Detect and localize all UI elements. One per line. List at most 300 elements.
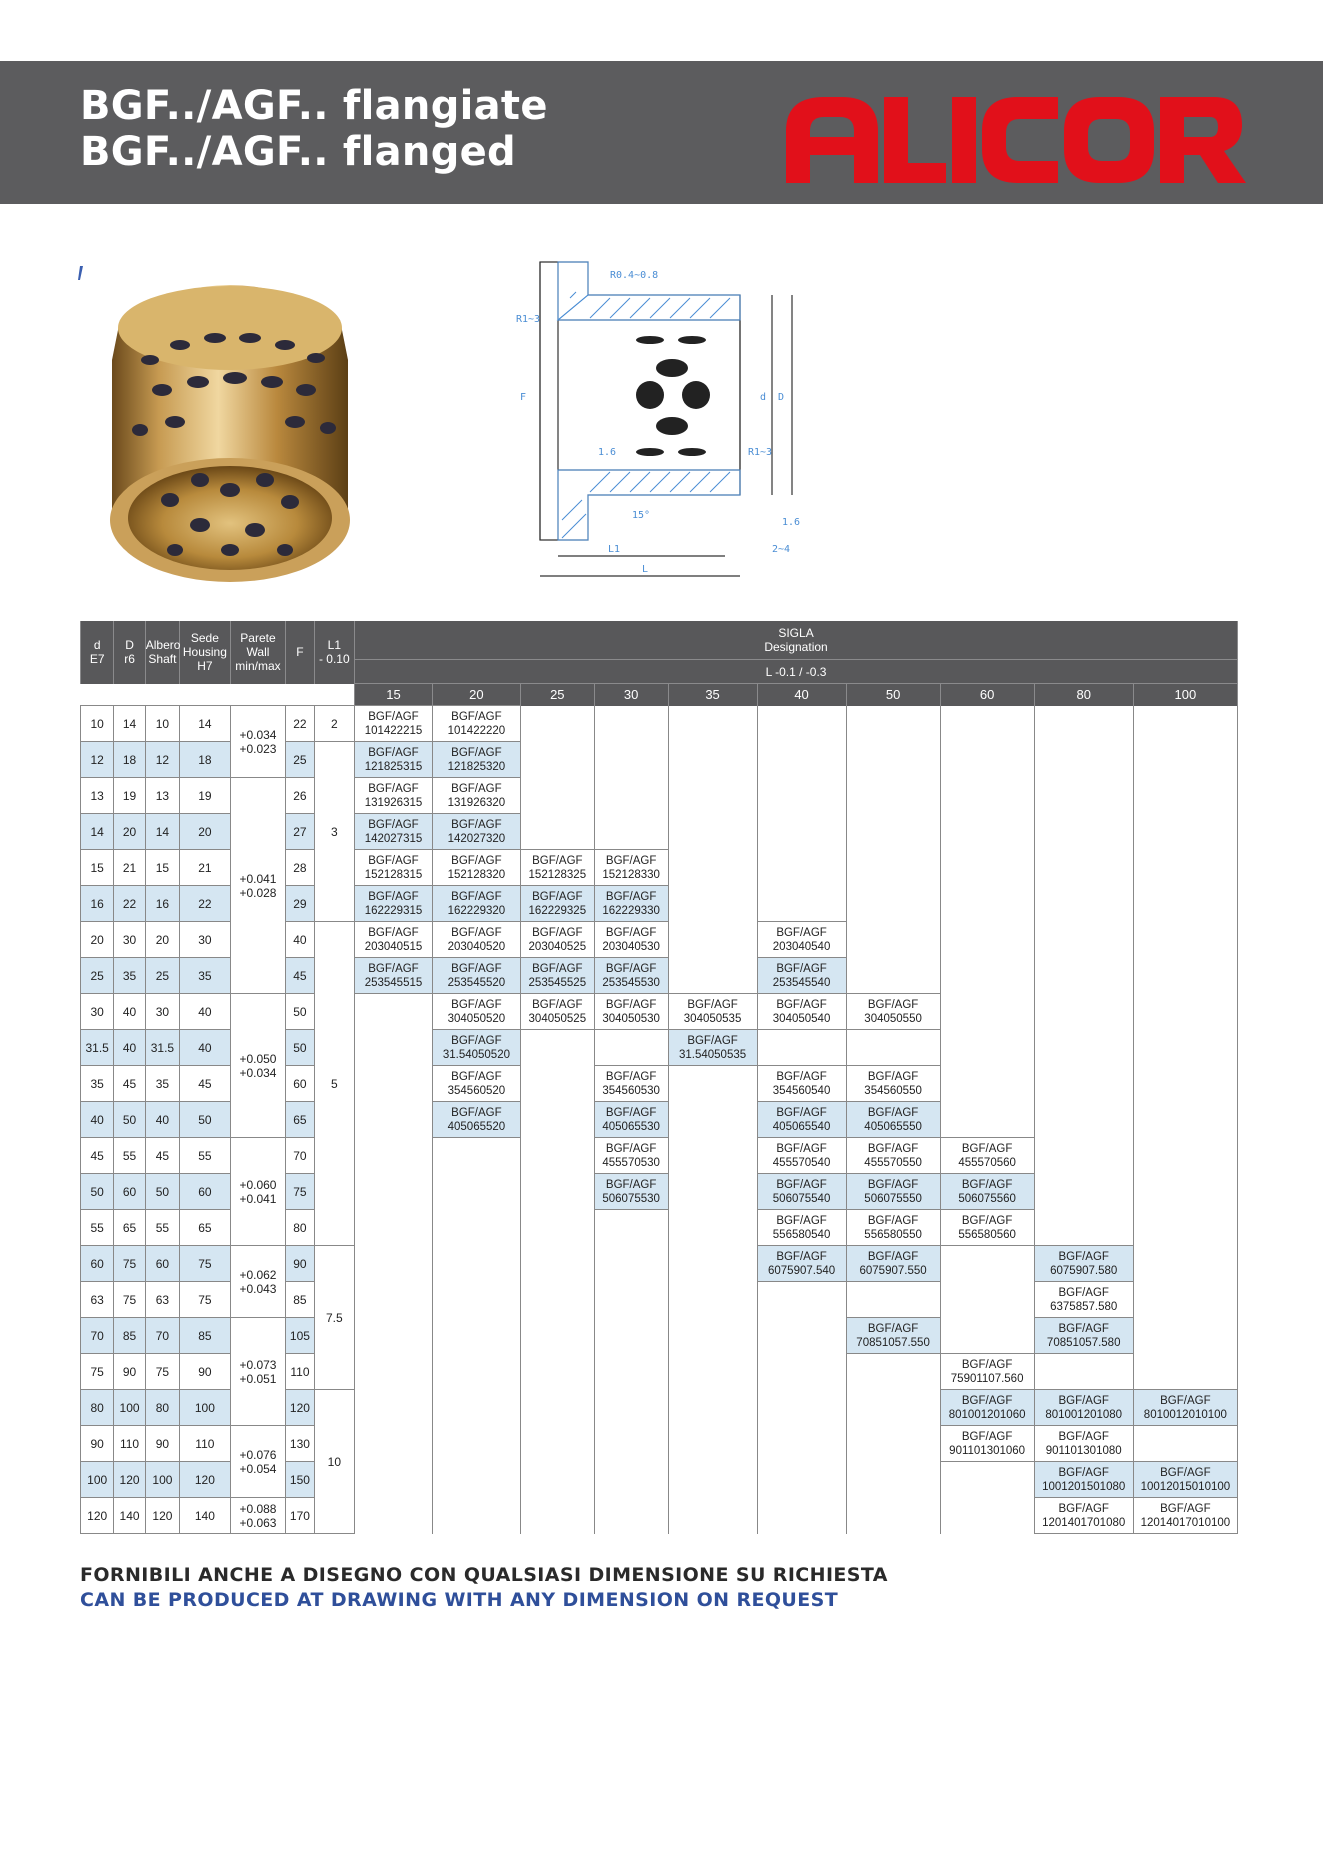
empty-cell	[594, 1354, 668, 1390]
table-cell: 75	[114, 1282, 145, 1318]
designation-code: BGF/AGF 6075907.540	[757, 1246, 846, 1282]
empty-cell	[432, 1210, 520, 1246]
empty-cell	[757, 706, 846, 742]
empty-cell	[1133, 778, 1237, 814]
designation-code: BGF/AGF 506075540	[757, 1174, 846, 1210]
col-d: d E7	[81, 621, 114, 684]
table-cell: 63	[81, 1282, 114, 1318]
empty-cell	[1133, 850, 1237, 886]
svg-text:L1: L1	[608, 544, 621, 555]
empty-cell	[1133, 1138, 1237, 1174]
empty-cell	[520, 1102, 594, 1138]
empty-cell	[1034, 922, 1133, 958]
table-cell: 40	[114, 994, 145, 1030]
table-cell: 55	[114, 1138, 145, 1174]
svg-text:R1~3: R1~3	[516, 314, 541, 325]
table-row	[81, 994, 1238, 1030]
table-cell: 22	[286, 706, 314, 742]
length-tolerance: L -0.1 / -0.3	[355, 660, 1238, 684]
designation-code: BGF/AGF 10012015010100	[1133, 1462, 1237, 1498]
table-cell: 35	[114, 958, 145, 994]
table-cell: 90	[114, 1354, 145, 1390]
empty-cell	[668, 1390, 757, 1426]
empty-cell	[355, 1462, 433, 1498]
empty-cell	[355, 1210, 433, 1246]
empty-cell	[1133, 958, 1237, 994]
table-cell: 130	[286, 1426, 314, 1462]
table-cell: 75	[145, 1354, 179, 1390]
empty-cell	[668, 1174, 757, 1210]
empty-cell	[520, 1462, 594, 1498]
empty-cell	[594, 814, 668, 850]
table-cell: 90	[286, 1246, 314, 1282]
table-cell: 50	[180, 1102, 231, 1138]
empty-cell	[520, 1066, 594, 1102]
empty-cell	[432, 1354, 520, 1390]
table-cell: 18	[114, 742, 145, 778]
table-cell: 45	[81, 1138, 114, 1174]
empty-cell	[940, 1318, 1034, 1354]
table-cell: 50	[81, 1174, 114, 1210]
table-cell: 85	[286, 1282, 314, 1318]
empty-cell	[940, 1030, 1034, 1066]
empty-cell	[594, 1462, 668, 1498]
length-header: 60	[940, 684, 1034, 706]
empty-cell	[940, 958, 1034, 994]
table-cell: 100	[114, 1390, 145, 1426]
empty-cell	[757, 850, 846, 886]
designation-code: BGF/AGF 253545540	[757, 958, 846, 994]
empty-cell	[520, 1390, 594, 1426]
empty-cell	[940, 886, 1034, 922]
empty-cell	[1133, 1102, 1237, 1138]
empty-cell	[757, 778, 846, 814]
empty-cell	[846, 922, 940, 958]
table-row	[81, 1138, 1238, 1174]
table-cell: 100	[81, 1462, 114, 1498]
table-cell: 30	[81, 994, 114, 1030]
table-cell: 22	[180, 886, 231, 922]
table-cell: 60	[286, 1066, 314, 1102]
empty-cell	[846, 886, 940, 922]
table-cell: 110	[180, 1426, 231, 1462]
svg-text:D: D	[778, 392, 785, 403]
table-cell: 55	[145, 1210, 179, 1246]
designation-code: BGF/AGF 455570530	[594, 1138, 668, 1174]
col-wall: Parete Wall min/max	[230, 621, 286, 684]
col-shaft: Albero Shaft	[145, 621, 179, 684]
table-cell: 25	[81, 958, 114, 994]
empty-cell	[668, 958, 757, 994]
col-F: F	[286, 621, 314, 684]
table-cell: 21	[180, 850, 231, 886]
table-cell: 63	[145, 1282, 179, 1318]
svg-text:d: d	[760, 392, 767, 403]
empty-cell	[1034, 1030, 1133, 1066]
empty-cell	[594, 1282, 668, 1318]
empty-cell	[940, 742, 1034, 778]
empty-cell	[668, 1210, 757, 1246]
empty-cell	[594, 1030, 668, 1066]
table-cell: 12	[145, 742, 179, 778]
empty-cell	[1133, 1354, 1237, 1390]
empty-cell	[432, 1426, 520, 1462]
designation-code: BGF/AGF 142027315	[355, 814, 433, 850]
empty-cell	[520, 1318, 594, 1354]
table-cell: 30	[180, 922, 231, 958]
length-header: 20	[432, 684, 520, 706]
empty-cell	[940, 1246, 1034, 1282]
table-cell: 80	[81, 1390, 114, 1426]
empty-cell	[668, 1102, 757, 1138]
designation-code: BGF/AGF 152128315	[355, 850, 433, 886]
empty-cell	[846, 1498, 940, 1534]
designation-code: BGF/AGF 405065520	[432, 1102, 520, 1138]
table-cell: 75	[286, 1174, 314, 1210]
table-cell: 170	[286, 1498, 314, 1534]
designation-code: BGF/AGF 354560530	[594, 1066, 668, 1102]
designation-code: BGF/AGF 203040530	[594, 922, 668, 958]
table-cell: 45	[286, 958, 314, 994]
l1-value: 5	[314, 922, 354, 1246]
table-cell: 40	[145, 1102, 179, 1138]
empty-cell	[355, 1426, 433, 1462]
svg-text:R0.4~0.8: R0.4~0.8	[610, 270, 659, 281]
length-header: 35	[668, 684, 757, 706]
empty-cell	[846, 1354, 940, 1390]
designation-code: BGF/AGF 70851057.580	[1034, 1318, 1133, 1354]
table-cell: 65	[180, 1210, 231, 1246]
technical-drawing	[510, 250, 830, 590]
table-cell: 50	[145, 1174, 179, 1210]
designation-code: BGF/AGF 152128325	[520, 850, 594, 886]
svg-text:1.6: 1.6	[598, 447, 617, 458]
table-cell: 20	[81, 922, 114, 958]
table-cell: 40	[286, 922, 314, 958]
empty-cell	[846, 1282, 940, 1318]
table-cell: 20	[180, 814, 231, 850]
empty-cell	[355, 1066, 433, 1102]
wall-tolerance: +0.073 +0.051	[230, 1318, 286, 1426]
empty-cell	[757, 1462, 846, 1498]
designation-code: BGF/AGF 6075907.550	[846, 1246, 940, 1282]
empty-cell	[668, 1282, 757, 1318]
empty-cell	[594, 742, 668, 778]
svg-text:R1~3: R1~3	[748, 447, 773, 458]
bushing-photo	[80, 250, 380, 595]
table-row	[81, 1318, 1238, 1354]
footer-english: CAN BE PRODUCED AT DRAWING WITH ANY DIMENSION ON REQUEST	[80, 1589, 839, 1611]
table-cell: 21	[114, 850, 145, 886]
designation-code: BGF/AGF 506075560	[940, 1174, 1034, 1210]
wall-tolerance: +0.062 +0.043	[230, 1246, 286, 1318]
empty-cell	[846, 814, 940, 850]
designation-code: BGF/AGF 12014017010100	[1133, 1498, 1237, 1534]
table-cell: 60	[81, 1246, 114, 1282]
empty-cell	[846, 706, 940, 742]
table-cell: 120	[145, 1498, 179, 1534]
table-row	[81, 778, 1238, 814]
table-cell: 20	[114, 814, 145, 850]
empty-cell	[1133, 1030, 1237, 1066]
table-cell: 14	[180, 706, 231, 742]
table-cell: 45	[145, 1138, 179, 1174]
wall-tolerance: +0.060 +0.041	[230, 1138, 286, 1246]
designation-code: BGF/AGF 1001201501080	[1034, 1462, 1133, 1498]
wall-tolerance: +0.041 +0.028	[230, 778, 286, 994]
table-cell: 25	[286, 742, 314, 778]
table-cell: 120	[81, 1498, 114, 1534]
svg-text:1.6: 1.6	[782, 517, 801, 528]
table-cell: 35	[180, 958, 231, 994]
table-cell: 45	[180, 1066, 231, 1102]
empty-cell	[668, 1462, 757, 1498]
designation-code: BGF/AGF 801001201080	[1034, 1390, 1133, 1426]
table-cell: 50	[114, 1102, 145, 1138]
empty-cell	[757, 1390, 846, 1426]
empty-cell	[846, 958, 940, 994]
empty-cell	[1034, 778, 1133, 814]
table-row	[81, 1426, 1238, 1462]
table-cell: 80	[145, 1390, 179, 1426]
designation-code: BGF/AGF 203040515	[355, 922, 433, 958]
length-header: 25	[520, 684, 594, 706]
table-cell: 60	[145, 1246, 179, 1282]
empty-cell	[594, 1318, 668, 1354]
empty-cell	[520, 778, 594, 814]
table-cell: 35	[145, 1066, 179, 1102]
table-cell: 60	[114, 1174, 145, 1210]
empty-cell	[594, 1498, 668, 1534]
empty-cell	[355, 1498, 433, 1534]
empty-cell	[668, 778, 757, 814]
table-cell: 14	[145, 814, 179, 850]
empty-cell	[355, 1246, 433, 1282]
designation-code: BGF/AGF 203040520	[432, 922, 520, 958]
table-cell: 110	[114, 1426, 145, 1462]
designation-code: BGF/AGF 152128320	[432, 850, 520, 886]
empty-cell	[594, 1390, 668, 1426]
title-italian: BGF../AGF.. flangiate	[80, 83, 548, 129]
table-cell: 29	[286, 886, 314, 922]
empty-cell	[757, 1318, 846, 1354]
designation-code: BGF/AGF 162229330	[594, 886, 668, 922]
table-cell: 110	[286, 1354, 314, 1390]
wall-tolerance: +0.050 +0.034	[230, 994, 286, 1138]
col-L1: L1 - 0.10	[314, 621, 354, 684]
alicorn-logo	[786, 93, 1262, 183]
table-cell: 70	[145, 1318, 179, 1354]
empty-cell	[846, 1390, 940, 1426]
table-cell: 85	[114, 1318, 145, 1354]
table-cell: 55	[81, 1210, 114, 1246]
designation-code: BGF/AGF 304050550	[846, 994, 940, 1030]
table-cell: 40	[180, 1030, 231, 1066]
designation-code: BGF/AGF 31.54050535	[668, 1030, 757, 1066]
table-cell: 20	[145, 922, 179, 958]
empty-cell	[355, 994, 433, 1030]
table-cell: 75	[180, 1282, 231, 1318]
table-cell: 22	[114, 886, 145, 922]
designation-code: BGF/AGF 901101301060	[940, 1426, 1034, 1462]
empty-cell	[668, 1138, 757, 1174]
header-banner	[0, 61, 1323, 204]
designation-code: BGF/AGF 455570560	[940, 1138, 1034, 1174]
empty-cell	[940, 1102, 1034, 1138]
length-header: 15	[355, 684, 433, 706]
empty-cell	[940, 994, 1034, 1030]
empty-cell	[1034, 1174, 1133, 1210]
length-header: 100	[1133, 684, 1237, 706]
designation-code: BGF/AGF 162229325	[520, 886, 594, 922]
empty-cell	[520, 1354, 594, 1390]
designation-code: BGF/AGF 131926320	[432, 778, 520, 814]
designation-code: BGF/AGF 253545525	[520, 958, 594, 994]
table-cell: 85	[180, 1318, 231, 1354]
svg-text:L: L	[642, 564, 649, 575]
empty-cell	[846, 1426, 940, 1462]
empty-cell	[668, 706, 757, 742]
table-cell: 75	[114, 1246, 145, 1282]
table-cell: 45	[114, 1066, 145, 1102]
designation-code: BGF/AGF 801001201060	[940, 1390, 1034, 1426]
empty-cell	[940, 922, 1034, 958]
table-cell: 30	[145, 994, 179, 1030]
designation-code: BGF/AGF 304050520	[432, 994, 520, 1030]
length-header: 50	[846, 684, 940, 706]
table-cell: 70	[286, 1138, 314, 1174]
designation-code: BGF/AGF 203040540	[757, 922, 846, 958]
table-cell: 40	[81, 1102, 114, 1138]
empty-cell	[1133, 1282, 1237, 1318]
designation-code: BGF/AGF 8010012010100	[1133, 1390, 1237, 1426]
l1-value: 2	[314, 706, 354, 742]
empty-cell	[846, 1462, 940, 1498]
empty-cell	[1133, 886, 1237, 922]
table-cell: 25	[145, 958, 179, 994]
table-cell: 90	[81, 1426, 114, 1462]
empty-cell	[1034, 886, 1133, 922]
empty-cell	[1133, 1066, 1237, 1102]
empty-cell	[594, 778, 668, 814]
empty-cell	[757, 886, 846, 922]
designation-code: BGF/AGF 253545530	[594, 958, 668, 994]
table-cell: 15	[145, 850, 179, 886]
footer-italian: FORNIBILI ANCHE A DISEGNO CON QUALSIASI DIMENSIONE SU RICHIESTA	[80, 1564, 888, 1586]
designation-code: BGF/AGF 70851057.550	[846, 1318, 940, 1354]
table-cell: 55	[180, 1138, 231, 1174]
designation-code: BGF/AGF 455570550	[846, 1138, 940, 1174]
table-cell: 120	[286, 1390, 314, 1426]
table-cell: 30	[114, 922, 145, 958]
empty-cell	[355, 1390, 433, 1426]
table-cell: 140	[180, 1498, 231, 1534]
table-cell: 19	[114, 778, 145, 814]
empty-cell	[1034, 742, 1133, 778]
svg-text:F: F	[520, 392, 527, 403]
length-header: 30	[594, 684, 668, 706]
designation-code: BGF/AGF 162229320	[432, 886, 520, 922]
empty-cell	[432, 1246, 520, 1282]
empty-cell	[668, 1066, 757, 1102]
designation-code: BGF/AGF 1201401701080	[1034, 1498, 1133, 1534]
empty-cell	[355, 1318, 433, 1354]
table-cell: 13	[81, 778, 114, 814]
empty-cell	[846, 778, 940, 814]
designation-code: BGF/AGF 152128330	[594, 850, 668, 886]
table-cell: 10	[145, 706, 179, 742]
table-cell: 19	[180, 778, 231, 814]
table-cell: 105	[286, 1318, 314, 1354]
empty-cell	[355, 1102, 433, 1138]
empty-cell	[432, 1390, 520, 1426]
table-cell: 50	[286, 1030, 314, 1066]
designation-code: BGF/AGF 304050535	[668, 994, 757, 1030]
empty-cell	[355, 1030, 433, 1066]
designation-code: BGF/AGF 6375857.580	[1034, 1282, 1133, 1318]
designation-code: BGF/AGF 405065540	[757, 1102, 846, 1138]
table-cell: 100	[145, 1462, 179, 1498]
empty-cell	[757, 1354, 846, 1390]
table-cell: 12	[81, 742, 114, 778]
table-cell: 90	[180, 1354, 231, 1390]
table-cell: 14	[114, 706, 145, 742]
svg-text:15°: 15°	[632, 510, 651, 521]
table-cell: 70	[81, 1318, 114, 1354]
table-row	[81, 1498, 1238, 1534]
empty-cell	[940, 706, 1034, 742]
empty-cell	[432, 1282, 520, 1318]
designation-code: BGF/AGF 901101301080	[1034, 1426, 1133, 1462]
empty-cell	[1133, 994, 1237, 1030]
designation-code: BGF/AGF 506075530	[594, 1174, 668, 1210]
table-cell: 120	[114, 1462, 145, 1498]
header-spacer	[81, 684, 355, 706]
table-cell: 140	[114, 1498, 145, 1534]
designation-code: BGF/AGF 405065530	[594, 1102, 668, 1138]
empty-cell	[1133, 1426, 1237, 1462]
col-D: D r6	[114, 621, 145, 684]
table-cell: 65	[114, 1210, 145, 1246]
title-english: BGF../AGF.. flanged	[80, 129, 516, 175]
table-cell: 27	[286, 814, 314, 850]
table-cell: 40	[180, 994, 231, 1030]
table-cell: 35	[81, 1066, 114, 1102]
empty-cell	[668, 922, 757, 958]
empty-cell	[668, 1246, 757, 1282]
empty-cell	[940, 1462, 1034, 1498]
table-cell: 31.5	[145, 1030, 179, 1066]
empty-cell	[846, 742, 940, 778]
designation-code: BGF/AGF 354560520	[432, 1066, 520, 1102]
table-cell: 100	[180, 1390, 231, 1426]
table-cell: 120	[180, 1462, 231, 1498]
empty-cell	[520, 814, 594, 850]
designation-code: BGF/AGF 556580540	[757, 1210, 846, 1246]
empty-cell	[1133, 706, 1237, 742]
empty-cell	[355, 1138, 433, 1174]
table-cell: 15	[81, 850, 114, 886]
empty-cell	[668, 1498, 757, 1534]
table-row	[81, 706, 1238, 742]
empty-cell	[520, 1030, 594, 1066]
empty-cell	[940, 1498, 1034, 1534]
empty-cell	[594, 1246, 668, 1282]
empty-cell	[520, 1210, 594, 1246]
empty-cell	[1133, 1246, 1237, 1282]
designation-code: BGF/AGF 304050530	[594, 994, 668, 1030]
empty-cell	[520, 1426, 594, 1462]
